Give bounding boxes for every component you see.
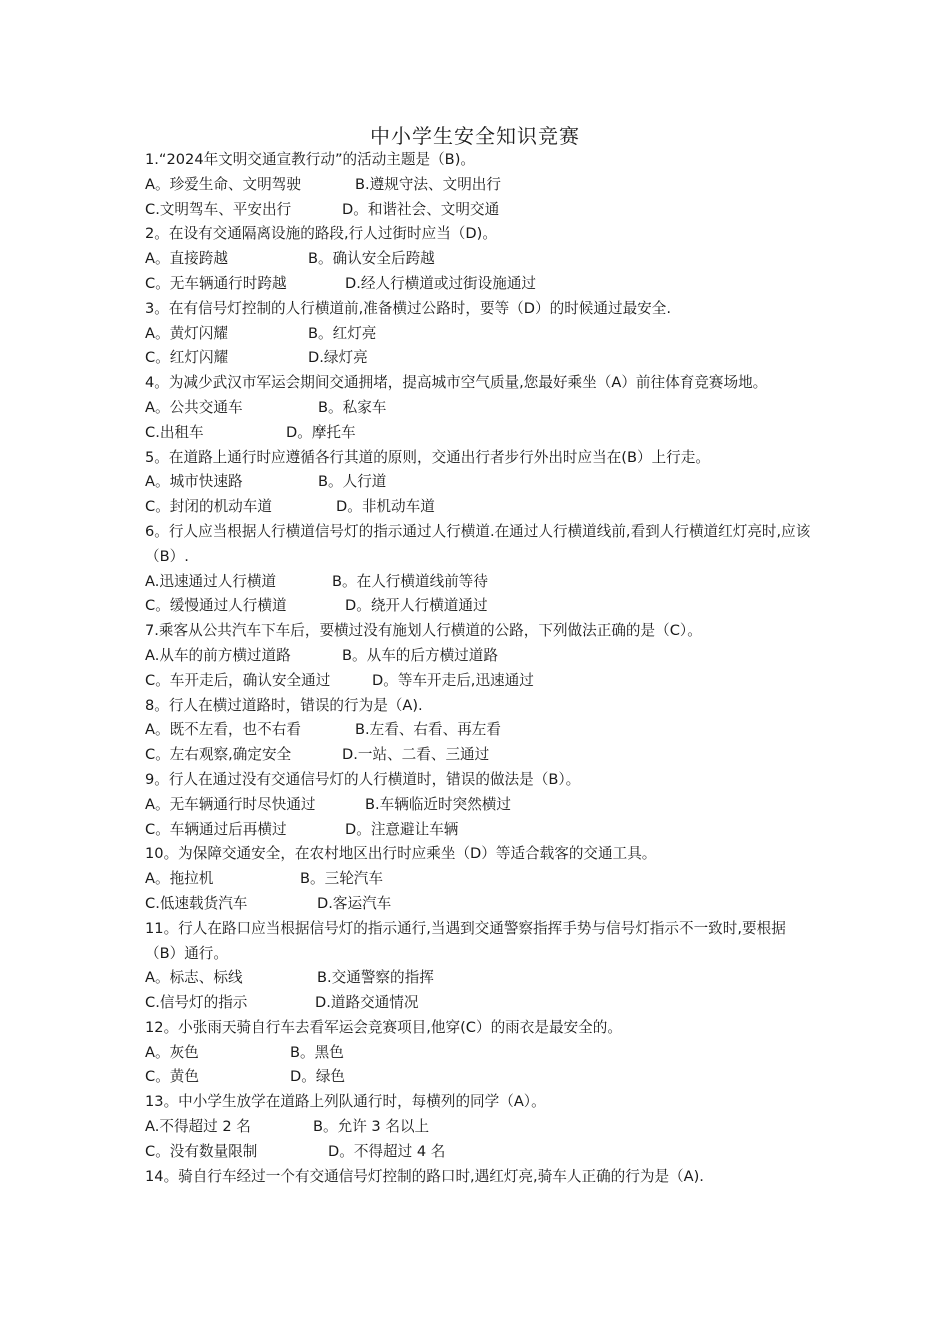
option-c: C.低速载货汽车 (145, 894, 248, 912)
option-d: D。绕开人行横道通过 (345, 597, 488, 615)
option-row (145, 743, 813, 768)
option-row (145, 966, 813, 991)
option-c: C。封闭的机动车道 (145, 498, 272, 516)
option-a: A.迅速通过人行横道 (145, 572, 277, 590)
option-row (145, 991, 813, 1016)
option-d: D。不得超过 4 名 (328, 1142, 446, 1160)
question-text: 1.“2024年文明交通宣教行动”的活动主题是（B)。 (145, 151, 475, 168)
question-text: 6。行人应当根据人行横道信号灯的指示通过人行横道.在通过人行横道线前,看到人行横道红灯亮时,应该（B）. (145, 522, 811, 565)
option-row (145, 594, 813, 619)
option-d: D。非机动车道 (336, 498, 435, 516)
option-c: C。没有数量限制 (145, 1142, 258, 1160)
option-row (145, 198, 813, 223)
question-text: 10。为保障交通安全，在农村地区出行时应乘坐（D）等适合载客的交通工具。 (145, 845, 657, 863)
question-14 (145, 1165, 813, 1190)
option-d: D。摩托车 (286, 423, 356, 441)
option-b: B。允许 3 名以上 (313, 1118, 430, 1136)
option-d: D.经人行横道或过街设施通过 (345, 274, 537, 292)
question-13 (145, 1090, 813, 1115)
question-7 (145, 619, 813, 644)
option-b: B.遵规守法、文明出行 (355, 175, 501, 193)
quiz-content (145, 148, 813, 1189)
option-a: A。无车辆通行时尽快通过 (145, 795, 316, 813)
option-row (145, 470, 813, 495)
question-9 (145, 768, 813, 793)
option-c: C.出租车 (145, 423, 204, 441)
question-8 (145, 694, 813, 719)
option-row (145, 421, 813, 446)
option-c: C。红灯闪耀 (145, 349, 229, 367)
option-a: A。珍爱生命、文明驾驶 (145, 175, 301, 193)
option-row (145, 718, 813, 743)
question-6 (145, 520, 813, 570)
option-d: D.道路交通情况 (315, 994, 419, 1012)
question-11 (145, 917, 813, 967)
question-text: 14。骑自行车经过一个有交通信号灯控制的路口时,遇红灯亮,骑车人正确的行为是（A). (145, 1167, 704, 1185)
option-b: B。人行道 (318, 473, 387, 491)
question-text: 4。为减少武汉市军运会期间交通拥堵，提高城市空气质量,您最好乘坐（A）前往体育竞赛场地。 (145, 374, 768, 392)
option-row (145, 1041, 813, 1066)
option-a: A。标志、标线 (145, 969, 243, 987)
option-a: A。灰色 (145, 1043, 199, 1061)
question-text: 9。行人在通过没有交通信号灯的人行横道时，错误的做法是（B）。 (145, 770, 581, 788)
option-d: D.绿灯亮 (308, 349, 368, 367)
option-d: D.客运汽车 (317, 894, 392, 912)
option-row (145, 1065, 813, 1090)
question-text: 11。行人在路口应当根据信号灯的指示通行,当遇到交通警察指挥手势与信号灯指示不一致时,要根据（B）通行。 (145, 919, 786, 962)
option-d: D。注意避让车辆 (345, 820, 459, 838)
option-b: B.交通警察的指挥 (317, 969, 434, 987)
question-4 (145, 371, 813, 396)
question-3 (145, 297, 813, 322)
option-row (145, 346, 813, 371)
option-row (145, 669, 813, 694)
option-b: B。红灯亮 (308, 324, 377, 342)
option-a: A.从车的前方横过道路 (145, 646, 291, 664)
option-row (145, 396, 813, 421)
option-b: B.左看、右看、再左看 (355, 721, 501, 739)
option-row (145, 818, 813, 843)
question-5 (145, 446, 813, 471)
option-b: B。私家车 (318, 398, 387, 416)
option-d: D。绿色 (290, 1068, 346, 1086)
option-row (145, 1115, 813, 1140)
option-c: C.文明驾车、平安出行 (145, 200, 292, 218)
option-b: B。黑色 (290, 1043, 344, 1061)
question-text: 12。小张雨天骑自行车去看军运会竞赛项目,他穿(C）的雨衣是最安全的。 (145, 1018, 622, 1036)
option-row (145, 1140, 813, 1165)
option-row (145, 173, 813, 198)
question-text: 8。行人在横过道路时，错误的行为是（A). (145, 696, 423, 714)
option-c: C。无车辆通行时跨越 (145, 274, 287, 292)
question-10 (145, 842, 813, 867)
question-text: 2。在设有交通隔离设施的路段,行人过街时应当（D)。 (145, 225, 497, 243)
option-d: D.一站、二看、三通过 (342, 746, 490, 764)
option-a: A。公共交通车 (145, 398, 243, 416)
option-row (145, 793, 813, 818)
option-d: D。和谐社会、文明交通 (342, 200, 500, 218)
option-row (145, 570, 813, 595)
option-b: B.车辆临近时突然横过 (365, 795, 511, 813)
option-row (145, 272, 813, 297)
option-row (145, 495, 813, 520)
option-a: A。黄灯闪耀 (145, 324, 228, 342)
option-b: B。从车的后方横过道路 (342, 646, 498, 664)
option-d: D。等车开走后,迅速通过 (372, 671, 534, 689)
option-row (145, 867, 813, 892)
question-12 (145, 1016, 813, 1041)
option-c: C。黄色 (145, 1068, 199, 1086)
option-row (145, 247, 813, 272)
option-a: A。拖拉机 (145, 870, 214, 888)
question-text: 3。在有信号灯控制的人行横道前,准备横过公路时，要等（D）的时候通过最安全. (145, 299, 671, 317)
option-row (145, 322, 813, 347)
option-c: C.信号灯的指示 (145, 994, 248, 1012)
option-c: C。车辆通过后再横过 (145, 820, 287, 838)
option-b: B。确认安全后跨越 (308, 250, 435, 268)
question-text: 7.乘客从公共汽车下车后，要横过没有施划人行横道的公路，下列做法正确的是（C）。 (145, 622, 702, 640)
page-title: 中小学生安全知识竞赛 (370, 124, 580, 148)
option-row (145, 892, 813, 917)
question-text: 5。在道路上通行时应遵循各行其道的原则，交通出行者步行外出时应当在(B）上行走。 (145, 448, 710, 466)
option-b: B。在人行横道线前等待 (332, 572, 488, 590)
option-a: A。直接跨越 (145, 250, 228, 268)
option-a: A。城市快速路 (145, 473, 243, 491)
option-b: B。三轮汽车 (300, 870, 383, 888)
question-1 (145, 148, 813, 173)
option-row (145, 644, 813, 669)
option-a: A。既不左看，也不右看 (145, 721, 301, 739)
option-c: C。左右观察,确定安全 (145, 746, 292, 764)
option-c: C。缓慢通过人行横道 (145, 597, 287, 615)
option-c: C。车开走后，确认安全通过 (145, 671, 331, 689)
question-text: 13。中小学生放学在道路上列队通行时，每横列的同学（A）。 (145, 1093, 546, 1111)
question-2 (145, 222, 813, 247)
option-a: A.不得超过 2 名 (145, 1118, 251, 1136)
